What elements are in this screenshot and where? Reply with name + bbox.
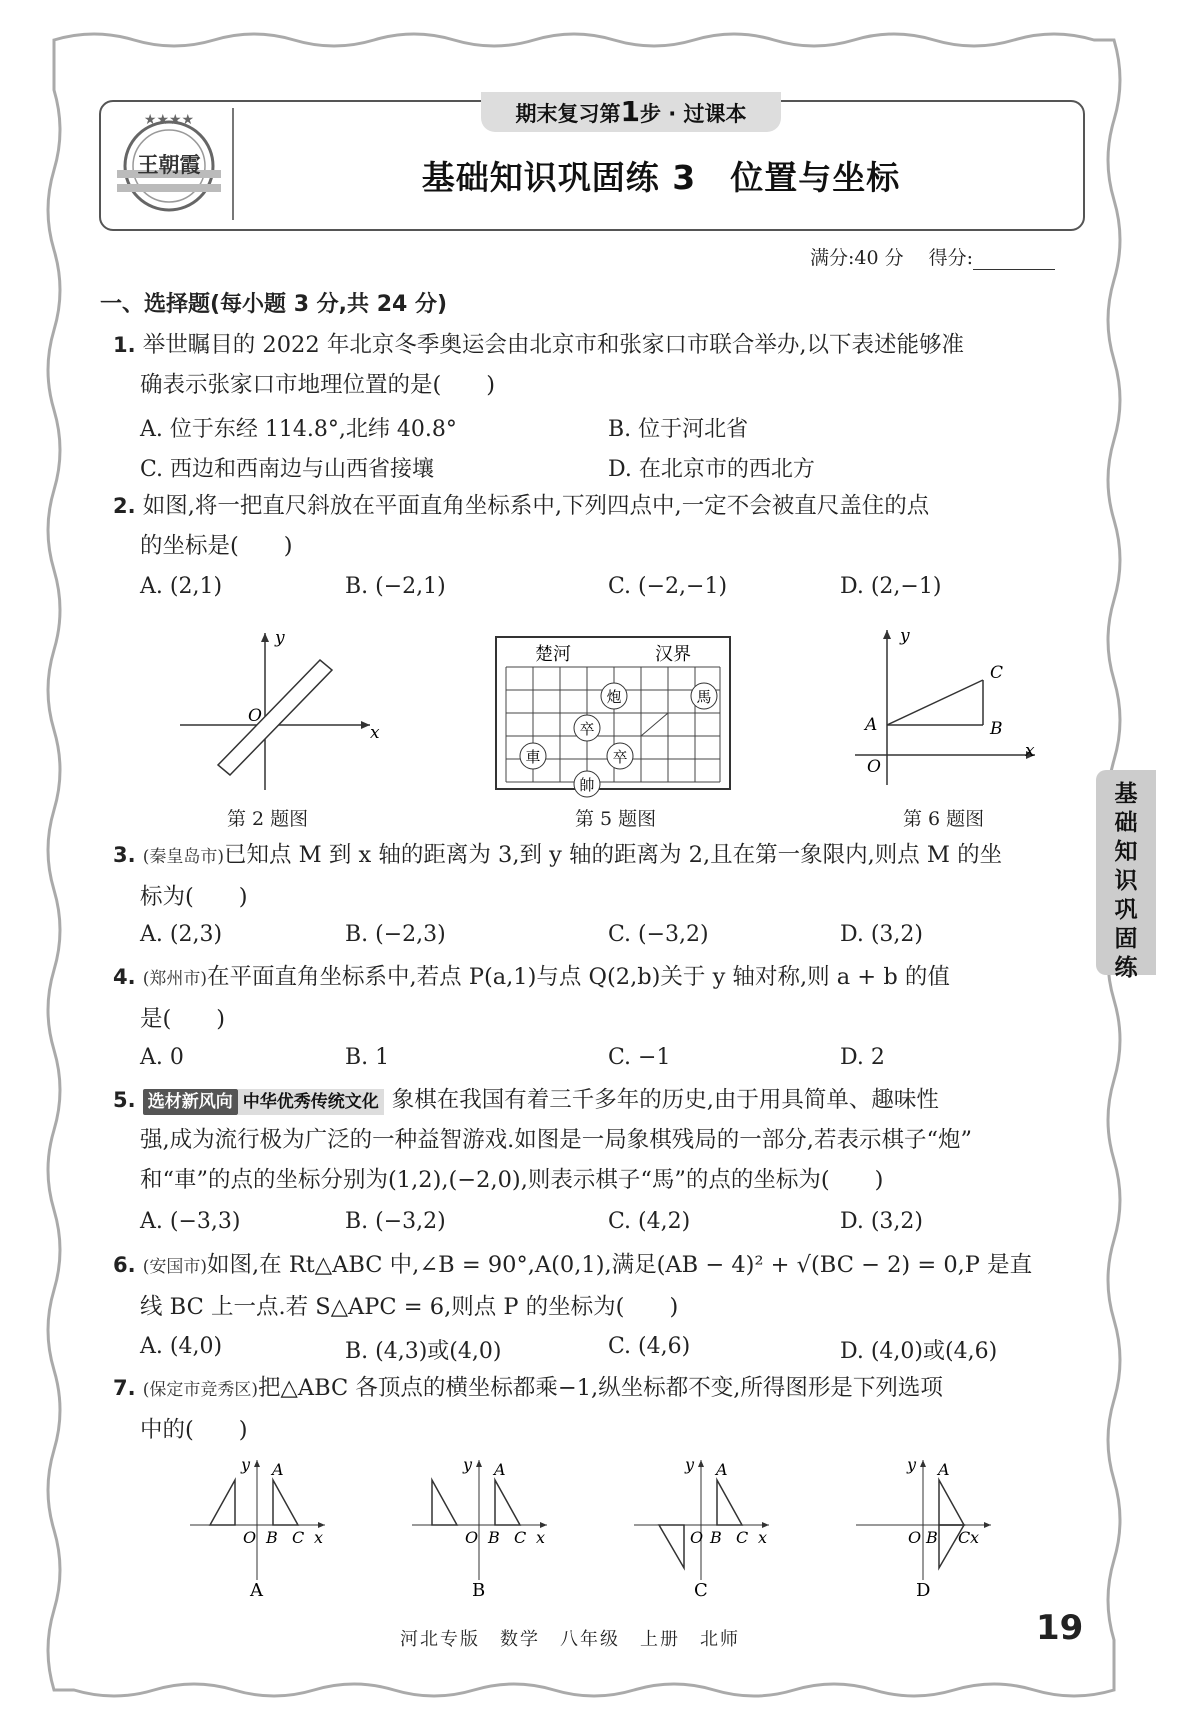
question-number: 4.: [113, 965, 136, 989]
question-text: 的坐标是( ): [140, 533, 293, 559]
option-a[interactable]: A. (2,3): [140, 922, 223, 947]
option-c[interactable]: C. (4,6): [608, 1334, 691, 1359]
svg-text:O: O: [690, 1528, 704, 1547]
question-number: 3.: [113, 843, 136, 867]
option-b-label: B: [472, 1580, 486, 1600]
hypotenuse-ac: [887, 680, 983, 725]
svg-text:y: y: [463, 1455, 473, 1474]
point-c-label: C: [990, 663, 1004, 683]
footer-text: 河北专版 数学 八年级 上册 北师: [400, 1629, 740, 1650]
option-b[interactable]: B. (−2,3): [345, 922, 446, 947]
option-d-label: D: [916, 1580, 931, 1600]
option-b[interactable]: B. (4,3)或(4,0): [345, 1339, 502, 1364]
logo-text: 王朝霞: [137, 152, 201, 177]
option-a[interactable]: A. 0: [140, 1045, 184, 1070]
question-text: 如图,将一把直尺斜放在平面直角坐标系中,下列四点中,一定不会被直尺盖住的点: [142, 493, 930, 519]
ruler: [218, 660, 332, 775]
question-text: 确表示张家口市地理位置的是( ): [140, 372, 496, 398]
score-line: [810, 243, 1055, 270]
question-3: [113, 835, 1085, 917]
option-d[interactable]: D. (4,0)或(4,6): [840, 1339, 998, 1364]
question-6: [113, 1245, 1085, 1327]
question-text: 线 BC 上一点.若 S△APC = 6,则点 P 的坐标为( ): [140, 1294, 679, 1320]
figure-6: [845, 620, 1045, 790]
option-c[interactable]: C. (−2,−1): [608, 574, 728, 599]
page-title: 基础知识巩固练 3 位置与坐标: [421, 158, 901, 197]
piece-shuai: 帥: [579, 776, 595, 794]
graph-option-c[interactable]: [634, 1455, 769, 1600]
piece-ma: 馬: [696, 688, 712, 706]
option-d[interactable]: D. (3,2): [840, 922, 923, 947]
question-number: 1.: [113, 333, 136, 357]
svg-text:★★★★: ★★★★: [143, 112, 195, 128]
side-tab: [1096, 770, 1156, 981]
question-source: (秦皇岛市): [142, 847, 225, 867]
option-d[interactable]: D. (3,2): [840, 1209, 923, 1234]
graph-option-a[interactable]: [190, 1455, 325, 1600]
tag-number: 1: [620, 95, 640, 128]
svg-text:B: B: [710, 1528, 722, 1547]
y-label: y: [275, 628, 285, 648]
option-c[interactable]: C. (4,2): [608, 1209, 691, 1234]
question-number: 2.: [113, 494, 136, 518]
question-text: 中的( ): [140, 1417, 248, 1443]
question-number: 7.: [113, 1376, 136, 1400]
option-d[interactable]: D. 在北京市的西北方: [608, 457, 815, 482]
river-left-text: 楚河: [535, 644, 571, 665]
score-label: 得分:: [928, 247, 974, 269]
point-a-label: A: [865, 715, 878, 735]
figure-2-caption: 第 2 题图: [227, 808, 309, 830]
question-text: 在平面直角坐标系中,若点 P(a,1)与点 Q(2,b)关于 y 轴对称,则 a + b 的值: [207, 964, 950, 990]
new-trend-tag: 选材新风向: [143, 1089, 238, 1115]
question-text: 和“車”的点的坐标分别为(1,2),(−2,0),则表示棋子“馬”的点的坐标为( ): [140, 1167, 884, 1193]
option-c-label: C: [694, 1580, 708, 1600]
header-box: [99, 95, 1085, 231]
option-c[interactable]: C. 西边和西南边与山西省接壤: [140, 457, 435, 482]
graph-option-d[interactable]: [856, 1455, 991, 1600]
option-a[interactable]: A. (−3,3): [140, 1209, 241, 1234]
question-7: [113, 1368, 1085, 1450]
logo: [113, 108, 225, 220]
option-c[interactable]: C. (−3,2): [608, 922, 709, 947]
side-tab-char: 固: [1114, 926, 1138, 952]
svg-text:C: C: [736, 1528, 749, 1547]
svg-text:y: y: [685, 1455, 695, 1474]
svg-text:x: x: [970, 1528, 980, 1547]
svg-text:B: B: [266, 1528, 278, 1547]
svg-text:C: C: [958, 1528, 971, 1547]
svg-text:O: O: [243, 1528, 257, 1547]
svg-text:B: B: [488, 1528, 500, 1547]
svg-text:A: A: [938, 1460, 950, 1479]
svg-text:A: A: [272, 1460, 284, 1479]
question-1: [113, 325, 1085, 405]
figure-5-chessboard: [490, 632, 740, 800]
question-text: 象棋在我国有着三千多年的历史,由于用具简单、趣味性: [391, 1087, 939, 1113]
option-a-label: A: [250, 1580, 263, 1600]
question-text: 举世瞩目的 2022 年北京冬季奥运会由北京市和张家口市联合举办,以下表述能够准: [142, 332, 964, 358]
origin-label: O: [248, 706, 262, 726]
option-b[interactable]: B. 位于河北省: [608, 417, 749, 442]
full-score: 满分:40 分: [810, 247, 904, 269]
question-text: 强,成为流行极为广泛的一种益智游戏.如图是一局象棋残局的一部分,若表示棋子“炮”: [140, 1127, 972, 1153]
option-a[interactable]: A. 位于东经 114.8°,北纬 40.8°: [140, 417, 457, 442]
svg-text:C: C: [514, 1528, 527, 1547]
piece-zu-2: 卒: [612, 748, 628, 766]
option-d[interactable]: D. 2: [840, 1045, 885, 1070]
side-tab-char: 练: [1114, 955, 1138, 981]
svg-text:B: B: [926, 1528, 938, 1547]
question-text: 是( ): [140, 1006, 226, 1032]
y-label: y: [900, 626, 910, 646]
question-5: [113, 1080, 1085, 1200]
svg-text:O: O: [908, 1528, 922, 1547]
figure-6-caption: 第 6 题图: [903, 808, 985, 830]
svg-text:x: x: [758, 1528, 768, 1547]
svg-text:y: y: [241, 1455, 251, 1474]
river-right-text: 汉界: [655, 644, 691, 665]
option-a[interactable]: A. (2,1): [140, 574, 223, 599]
svg-text:x: x: [314, 1528, 324, 1547]
option-c[interactable]: C. −1: [608, 1045, 671, 1070]
page-number: 19: [1036, 1608, 1084, 1648]
option-b[interactable]: B. (−3,2): [345, 1209, 446, 1234]
question-7-graphs: [180, 1450, 1080, 1600]
svg-text:C: C: [292, 1528, 305, 1547]
option-a[interactable]: A. (4,0): [140, 1334, 223, 1359]
question-text: 如图,在 Rt△ABC 中,∠B = 90°,A(0,1),满足(AB − 4)² + √(BC − 2) = 0,P 是直: [207, 1252, 1033, 1278]
option-b[interactable]: B. 1: [345, 1045, 390, 1070]
question-text: 标为( ): [140, 884, 248, 910]
x-label: x: [1025, 741, 1035, 761]
point-b-label: B: [990, 719, 1003, 739]
tag-prefix: 期末复习第: [515, 102, 621, 126]
figure-2: [170, 625, 390, 795]
question-source: (保定市竞秀区): [142, 1380, 259, 1400]
side-tab-char: 础: [1114, 810, 1138, 836]
question-4: [113, 957, 1085, 1039]
step-tag: [481, 92, 781, 132]
header-divider: [232, 108, 234, 220]
svg-text:y: y: [907, 1455, 917, 1474]
origin-label: O: [867, 757, 881, 777]
question-number: 6.: [113, 1253, 136, 1277]
question-source: (郑州市): [142, 969, 208, 989]
svg-text:x: x: [536, 1528, 546, 1547]
question-source: (安国市): [142, 1257, 208, 1277]
question-number: 5.: [113, 1088, 136, 1112]
piece-zu-1: 卒: [579, 720, 595, 738]
tag-suffix: 步 · 过课本: [639, 102, 747, 126]
svg-text:A: A: [716, 1460, 728, 1479]
culture-tag: 中华优秀传统文化: [238, 1089, 384, 1115]
section-heading: 一、选择题(每小题 3 分,共 24 分): [100, 292, 448, 317]
side-tab-char: 识: [1114, 868, 1138, 894]
side-tab-char: 巩: [1114, 897, 1138, 923]
graph-option-b[interactable]: [412, 1455, 547, 1600]
piece-pao: 炮: [606, 688, 622, 706]
option-b[interactable]: B. (−2,1): [345, 574, 446, 599]
score-blank[interactable]: [973, 249, 1055, 270]
side-tab-char: 基: [1114, 781, 1138, 807]
question-text: 把△ABC 各顶点的横坐标都乘−1,纵坐标都不变,所得图形是下列选项: [258, 1375, 943, 1401]
option-d[interactable]: D. (2,−1): [840, 574, 942, 599]
x-label: x: [370, 723, 380, 743]
question-2: [113, 486, 1085, 566]
svg-text:O: O: [465, 1528, 479, 1547]
side-tab-char: 知: [1114, 839, 1138, 865]
question-text: 已知点 M 到 x 轴的距离为 3,到 y 轴的距离为 2,且在第一象限内,则点 M 的坐: [224, 842, 1003, 868]
piece-ju: 車: [525, 748, 541, 766]
svg-text:A: A: [494, 1460, 506, 1479]
figure-5-caption: 第 5 题图: [575, 808, 657, 830]
